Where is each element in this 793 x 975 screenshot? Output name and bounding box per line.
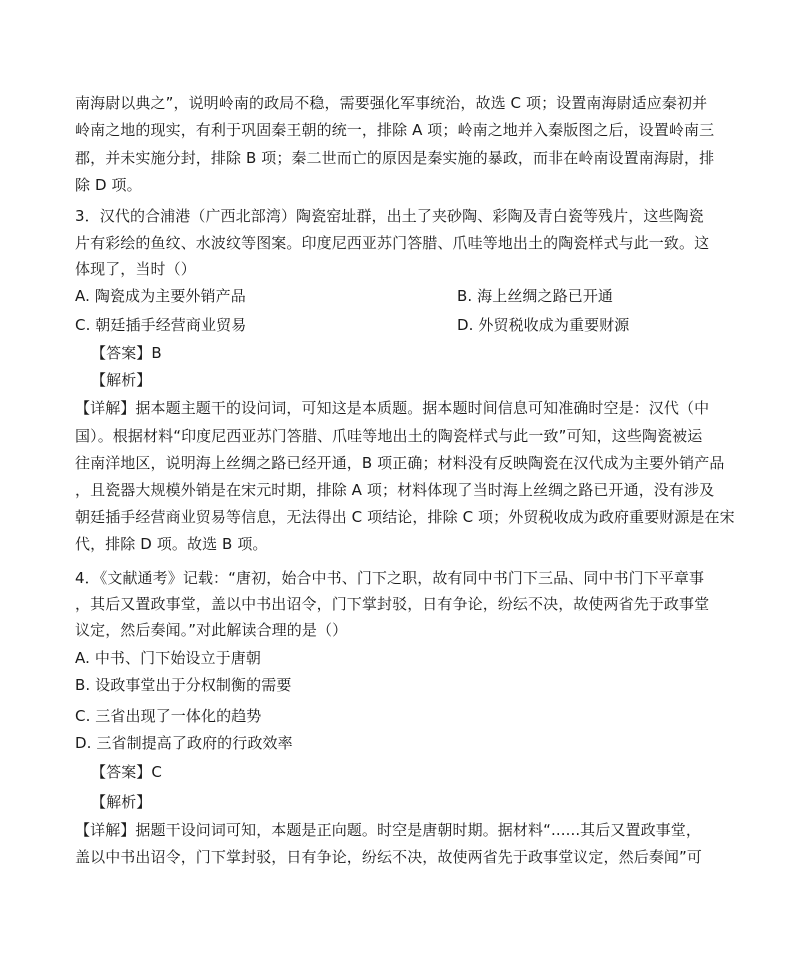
q4-detail-line: 盖以中书出诏令，门下掌封驳，日有争论，纷纭不决，故使两省先于政事堂议定，然后奏闻”可 [75, 848, 702, 866]
q3-option-c: C. 朝廷插手经营商业贸易 [75, 316, 247, 334]
q2-text-line: 岭南之地的现实，有利于巩固秦王朝的统一，排除 A 项；岭南之地并入秦版图之后，设置岭南三 [75, 121, 715, 139]
q4-option-d: D. 三省制提高了政府的行政效率 [75, 734, 293, 752]
q2-text-line: 除 D 项。 [75, 176, 142, 194]
q3-detail-line: 【详解】据本题主题干的设问词，可知这是本质题。据本题时间信息可知准确时空是：汉代（中 [75, 399, 710, 417]
q3-option-d: D. 外贸税收成为重要财源 [457, 316, 630, 334]
q4-option-a: A. 中书、门下始设立于唐朝 [75, 649, 261, 667]
q3-option-b: B. 海上丝绸之路已开通 [457, 287, 614, 305]
q3-stem-line: 3．汉代的合浦港（广西北部湾）陶瓷窑址群，出土了夹砂陶、彩陶及青白瓷等残片，这些陶瓷 [75, 207, 704, 225]
q4-option-b: B. 设政事堂出于分权制衡的需要 [75, 676, 292, 694]
q3-detail-line: 往南洋地区，说明海上丝绸之路已经开通，B 项正确；材料没有反映陶瓷在汉代成为主要外销产品 [75, 454, 725, 472]
q4-analysis-label: 【解析】 [91, 793, 152, 811]
q3-stem-line: 片有彩绘的鱼纹、水波纹等图案。印度尼西亚苏门答腊、爪哇等地出土的陶瓷样式与此一致。这 [75, 234, 710, 252]
q3-option-a: A. 陶瓷成为主要外销产品 [75, 287, 246, 305]
q4-detail-line: 【详解】据题干设问词可知，本题是正向题。时空是唐朝时期。据材料“......其后又置政事堂， [75, 821, 701, 839]
q3-options-row-1 [75, 286, 735, 306]
q3-detail-line: 国）。根据材料“印度尼西亚苏门答腊、爪哇等地出土的陶瓷样式与此一致”可知，这些陶瓷被运 [75, 427, 703, 445]
q4-answer: 【答案】C [91, 763, 162, 781]
q4-option-c: C. 三省出现了一体化的趋势 [75, 707, 262, 725]
q3-detail-line: 代，排除 D 项。故选 B 项。 [75, 535, 268, 553]
q4-stem-line: ，其后又置政事堂，盖以中书出诏令，门下掌封驳，日有争论，纷纭不决，故使两省先于政事堂 [75, 595, 710, 613]
q4-stem-line: 4．《文献通考》记载：“唐初，始合中书、门下之职，故有同中书门下三品、同中书门下平章事 [75, 569, 705, 587]
q3-detail-line: 朝廷插手经营商业贸易等信息，无法得出 C 项结论，排除 C 项；外贸税收成为政府重要财源是在宋 [75, 508, 735, 526]
q2-text-line: 郡，并未实施分封，排除 B 项；秦二世而亡的原因是秦实施的暴政，而非在岭南设置南海尉，排 [75, 149, 715, 167]
q3-analysis-label: 【解析】 [91, 371, 152, 389]
q3-detail-line: ，且瓷器大规模外销是在宋元时期，排除 A 项；材料体现了当时海上丝绸之路已开通，没有涉及 [75, 481, 715, 499]
q4-stem-line: 议定，然后奏闻。”对此解读合理的是（） [75, 621, 348, 639]
q3-options-row-2 [75, 315, 735, 335]
q2-text-line: 南海尉以典之”，说明岭南的政局不稳，需要强化军事统治，故选 C 项；设置南海尉适应秦初并 [75, 94, 708, 112]
q3-answer: 【答案】B [91, 344, 162, 362]
q3-stem-line: 体现了，当时（） [75, 260, 196, 278]
